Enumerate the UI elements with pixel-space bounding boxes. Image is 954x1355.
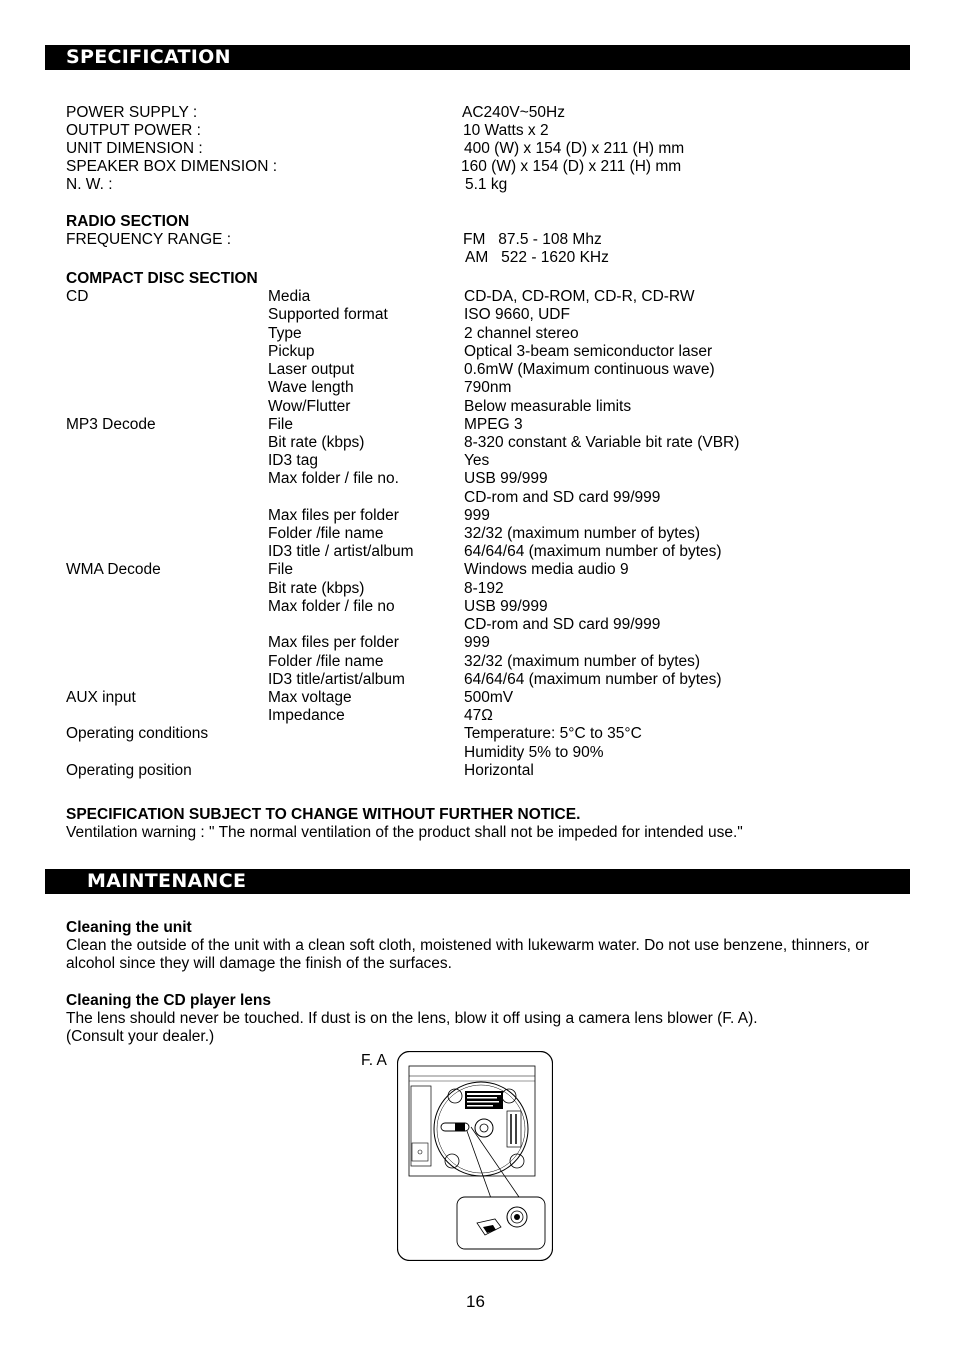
row-value: 500mV [464,689,514,706]
row-parameter: Type [268,325,302,342]
row-value: 47Ω [464,707,493,724]
row-value: USB 99/999 [464,598,548,615]
spec-value: 400 (W) x 154 (D) x 211 (H) mm [464,140,685,157]
radio-section-title: RADIO SECTION [66,213,190,230]
row-parameter: Wave length [268,379,354,396]
fm-range: FM 87.5 - 108 Mhz [463,231,602,248]
row-value: 8-192 [464,580,504,597]
spec-change-notice: SPECIFICATION SUBJECT TO CHANGE WITHOUT FURTHER NOTICE. [66,806,581,823]
am-range: AM 522 - 1620 KHz [465,249,609,266]
maintenance-header-bar [45,869,910,894]
row-value: ISO 9660, UDF [464,306,570,323]
row-value: CD-rom and SD card 99/999 [464,616,661,633]
row-parameter: Pickup [268,343,315,360]
spec-label: UNIT DIMENSION : [66,140,203,157]
row-parameter: Bit rate (kbps) [268,580,365,597]
row-value: Yes [464,452,490,469]
row-parameter: ID3 tag [268,452,318,469]
row-value: 64/64/64 (maximum number of bytes) [464,543,722,560]
specification-title: SPECIFICATION [66,46,231,68]
row-category: CD [66,288,89,305]
cleaning-lens-title: Cleaning the CD player lens [66,992,271,1009]
row-value: Horizontal [464,762,534,779]
row-parameter: Bit rate (kbps) [268,434,365,451]
row-value: Below measurable limits [464,398,632,415]
row-parameter: Laser output [268,361,355,378]
consult-dealer-text: (Consult your dealer.) [66,1028,215,1045]
spec-label: N. W. : [66,176,113,193]
spec-value: 5.1 kg [465,176,508,193]
row-parameter: File [268,561,293,578]
row-parameter: Wow/Flutter [268,398,351,415]
spec-value: 10 Watts x 2 [463,122,549,139]
row-value: Humidity 5% to 90% [464,744,604,761]
ventilation-warning: Ventilation warning : " The normal ventilation of the product shall not be impeded for intended use." [66,824,743,841]
cd-section-title: COMPACT DISC SECTION [66,270,258,287]
row-value: 0.6mW (Maximum continuous wave) [464,361,715,378]
row-category: MP3 Decode [66,416,156,433]
page-number: 16 [466,1292,485,1311]
spec-label: SPEAKER BOX DIMENSION : [66,158,278,175]
row-category: AUX input [66,689,136,706]
row-parameter: Max folder / file no [268,598,395,615]
row-parameter: ID3 title/artist/album [268,671,405,688]
row-category: Operating conditions [66,725,209,742]
spec-value: 160 (W) x 154 (D) x 211 (H) mm [461,158,682,175]
row-parameter: Folder /file name [268,525,384,542]
row-value: 32/32 (maximum number of bytes) [464,653,701,670]
row-value: 790nm [464,379,512,396]
row-value: Windows media audio 9 [464,561,629,578]
row-value: 999 [464,507,490,524]
row-parameter: Max files per folder [268,634,399,651]
row-value: Temperature: 5°C to 35°C [464,725,642,742]
cleaning-unit-title: Cleaning the unit [66,919,192,936]
row-parameter: Max folder / file no. [268,470,399,487]
row-value: MPEG 3 [464,416,523,433]
row-value: Optical 3-beam semiconductor laser [464,343,713,360]
row-value: 64/64/64 (maximum number of bytes) [464,671,722,688]
cd-lens-illustration [397,1051,553,1261]
specification-header-bar [45,45,910,70]
row-parameter: Max voltage [268,689,352,706]
row-parameter: Max files per folder [268,507,399,524]
spec-label: POWER SUPPLY : [66,104,198,121]
row-value: 999 [464,634,490,651]
row-parameter: Impedance [268,707,345,724]
row-parameter: Media [268,288,311,305]
row-value: 32/32 (maximum number of bytes) [464,525,701,542]
figure-label: F. A [361,1052,387,1069]
row-parameter: Supported format [268,306,388,323]
row-category: Operating position [66,762,192,779]
maintenance-title: MAINTENANCE [87,870,247,892]
row-value: CD-rom and SD card 99/999 [464,489,661,506]
row-parameter: File [268,416,293,433]
row-parameter: ID3 title / artist/album [268,543,414,560]
frequency-range-label: FREQUENCY RANGE : [66,231,232,248]
cleaning-lens-text: The lens should never be touched. If dust is on the lens, blow it off using a camera lens blower (F. A). [66,1010,758,1027]
row-category: WMA Decode [66,561,161,578]
spec-label: OUTPUT POWER : [66,122,201,139]
cd-mechanism-drawing [397,1051,553,1261]
row-value: 8-320 constant & Variable bit rate (VBR) [464,434,740,451]
row-parameter: Folder /file name [268,653,384,670]
row-value: CD-DA, CD-ROM, CD-R, CD-RW [464,288,695,305]
spec-value: AC240V~50Hz [462,104,565,121]
cleaning-unit-text: Clean the outside of the unit with a clean soft cloth, moistened with lukewarm water. Do not use benzene, thinners, or alcohol since they will damage the finish of the surfaces. [66,937,870,972]
row-value: 2 channel stereo [464,325,579,342]
row-value: USB 99/999 [464,470,548,487]
